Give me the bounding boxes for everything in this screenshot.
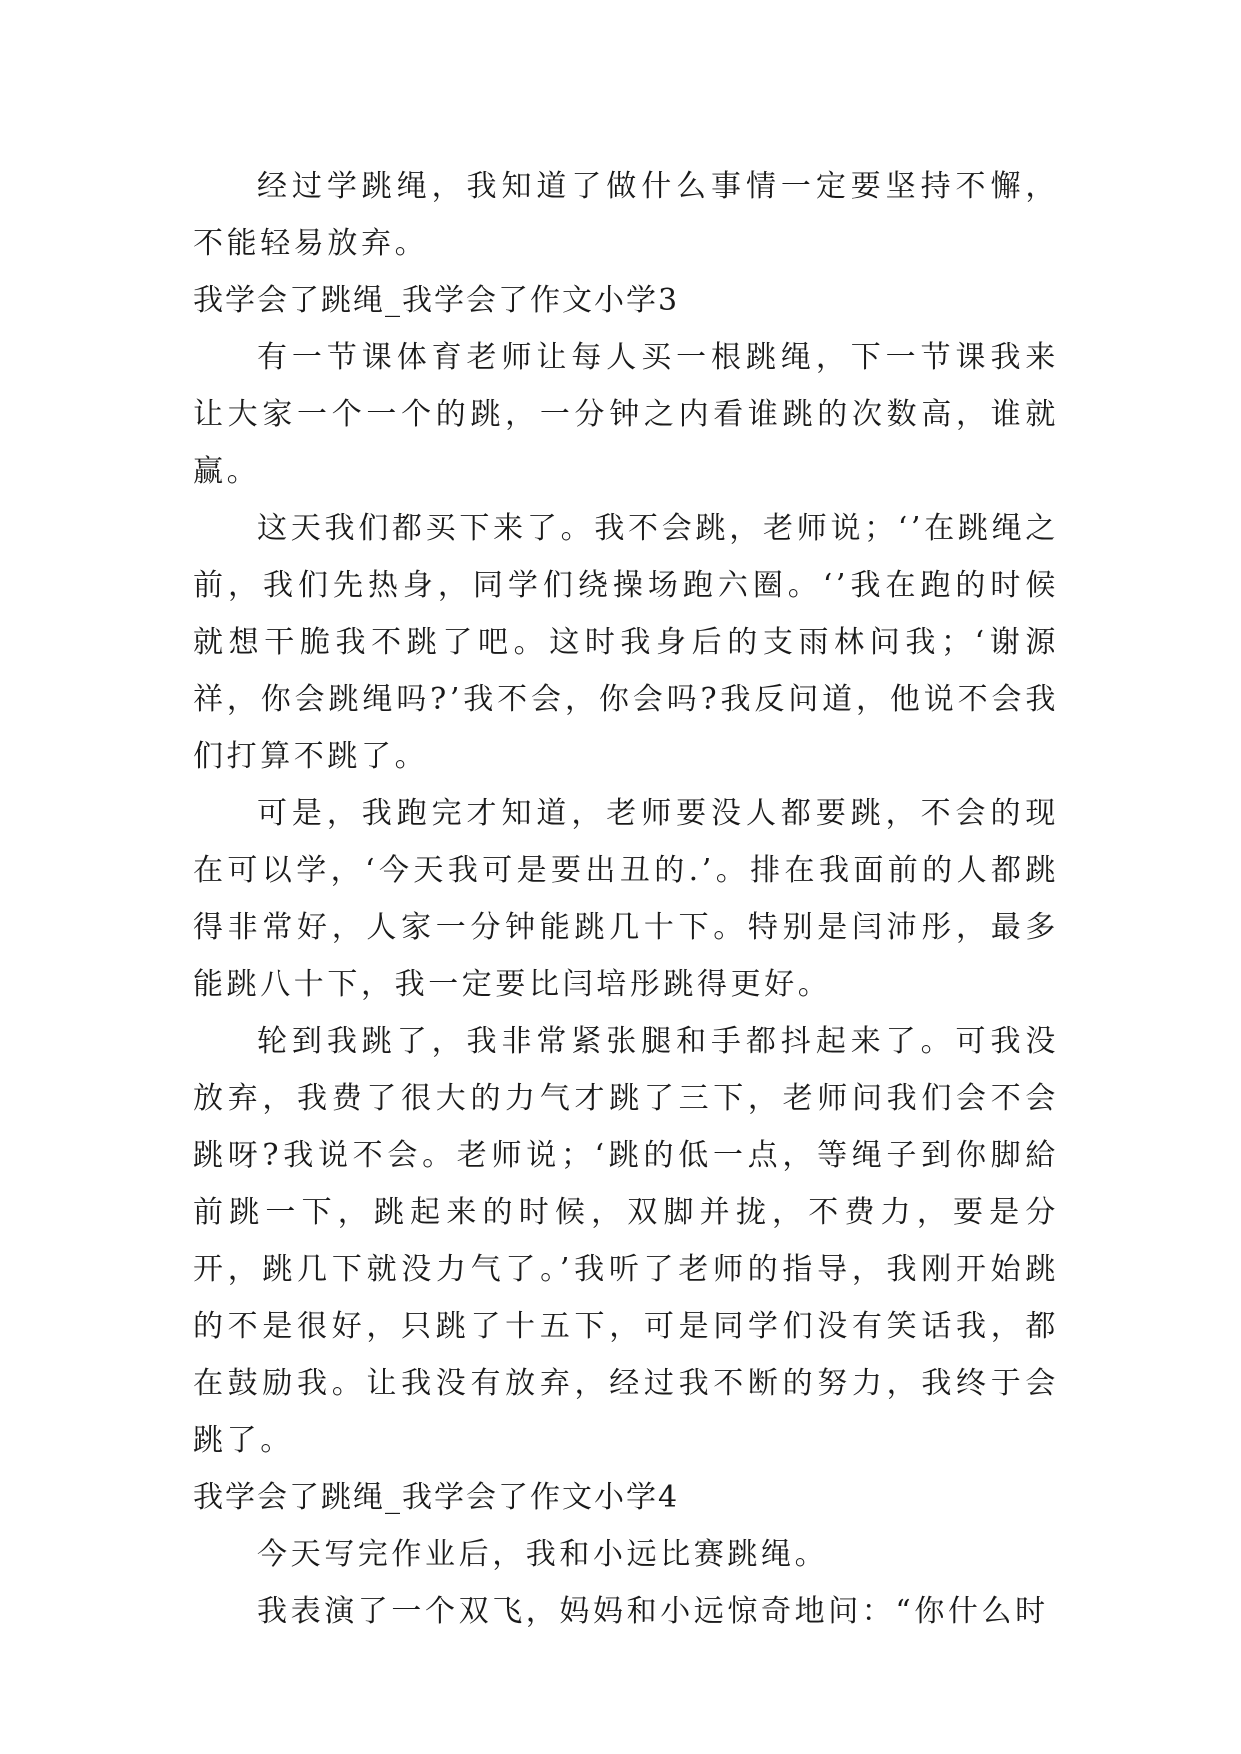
document-page <box>193 158 1059 1640</box>
paragraph-conclusion: 经过学跳绳，我知道了做什么事情一定要坚持不懈，不能轻易放弃。 <box>193 169 1059 261</box>
paragraph-pe-class: 有一节课体育老师让每人买一根跳绳，下一节课我来让大家一个一个的跳，一分钟之内看谁跳的次数高，谁就赢。 <box>193 340 1059 489</box>
paragraph-my-turn: 轮到我跳了，我非常紧张腿和手都抖起来了。可我没放弃，我费了很大的力气才跳了三下，老师问我们会不会跳呀?我说不会。老师说；‘跳的低一点，等绳子到你脚給前跳一下，跳起来的时候，双脚并拢，不费力，要是分开，跳几下就没力气了。’我听了老师的指导，我刚开始跳的不是很好，只跳了十五下，可是同学们没有笑话我，都在鼓励我。让我没有放弃，经过我不断的努力，我终于会跳了。 <box>193 1024 1059 1458</box>
paragraph-after-homework: 今天写完作业后，我和小远比赛跳绳。 <box>257 1537 829 1572</box>
paragraph-classmates: 可是，我跑完才知道，老师要没人都要跳，不会的现在可以学，‘今天我可是要出丑的.’。排在我面前的人都跳得非常好，人家一分钟能跳几十下。特别是闫沛彤，最多能跳八十下，我一定要比闫培彤跳得更好。 <box>193 796 1059 1002</box>
paragraph-double-under: 我表演了一个双飞，妈妈和小远惊奇地问：“你什么时 <box>257 1594 1049 1629</box>
paragraph-warm-up: 这天我们都买下来了。我不会跳，老师说；‘’在跳绳之前，我们先热身，同学们绕操场跑六圈。‘’我在跑的时候就想干脆我不跳了吧。这时我身后的支雨林问我；‘谢源祥，你会跳绳吗?’我不会，你会吗?我反问道，他说不会我们打算不跳了。 <box>193 511 1059 774</box>
section-heading-4: 我学会了跳绳_我学会了作文小学4 <box>193 1480 680 1515</box>
section-heading-3: 我学会了跳绳_我学会了作文小学3 <box>193 283 680 318</box>
